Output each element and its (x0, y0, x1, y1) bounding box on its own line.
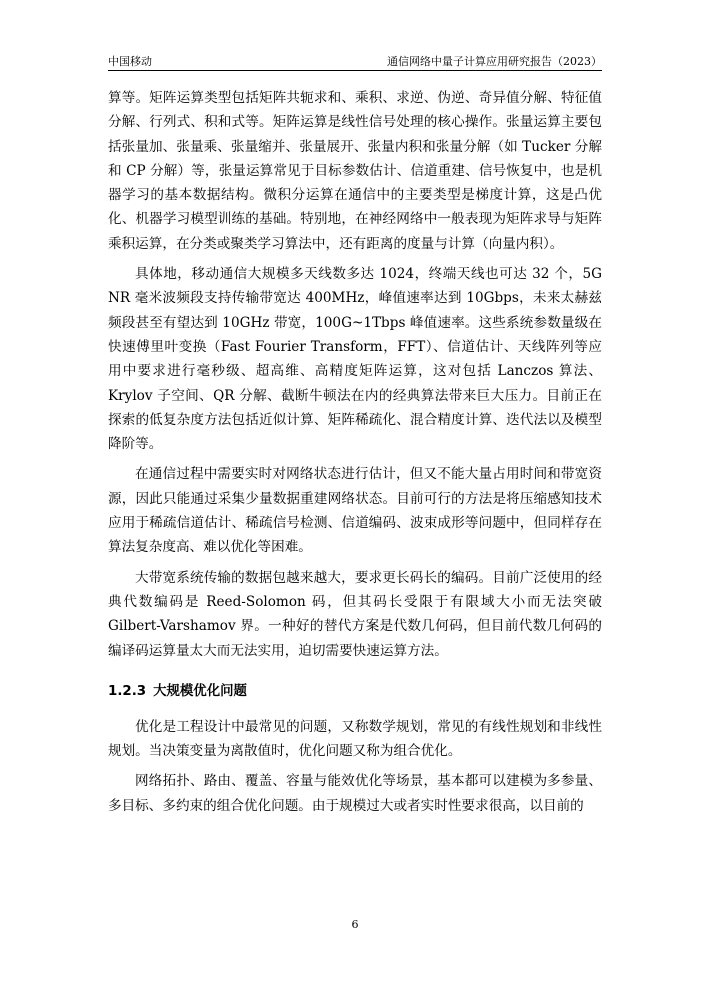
paragraph-operations: 算等。矩阵运算类型包括矩阵共轭求和、乘积、求逆、伪逆、奇异值分解、特征值分解、行列式、积和式等。矩阵运算是线性信号处理的核心操作。张量运算主要包括张量加、张量乘、张量缩并、张量展开、张量内积和张量分解（如 Tucker 分解和 CP 分解）等，张量运算常见于目标参数估计、信道重建、信号恢复中，也是机器学习的基本数据结构。微积分运算在通信中的主要类型是梯度计算，这是凸优化、机器学习模型训练的基础。特别地，在神经网络中一般表现为矩阵求导与矩阵乘积运算，在分类或聚类学习算法中，还有距离的度量与计算（向量内积）。 (108, 90, 602, 252)
header-report-title: 通信网络中量子计算应用研究报告（2023） (387, 55, 602, 68)
body-text (108, 86, 602, 818)
paragraph-optimization-definition: 优化是工程设计中最常见的问题，又称数学规划，常见的有线性规划和非线性规划。当决策变量为离散值时，优化问题又称为组合优化。 (108, 718, 602, 760)
paragraph-network-optimization: 网络拓扑、路由、覆盖、容量与能效优化等场景，基本都可以建模为多参量、多目标、多约束的组合优化问题。由于规模过大或者实时性要求很高，以目前的 (108, 773, 602, 814)
paragraph-system-parameters: 具体地，移动通信大规模多天线数多达 1024，终端天线也可达 32 个，5G NR 毫米波频段支持传输带宽达 400MHz，峰值速率达到 10Gbps，未来太赫兹频段甚至有望达到 10GHz 带宽，100G~1Tbps 峰值速率。这些系统参数量级在快速傅里叶变换（Fast Fourier Transform，FFT）、信道估计、天线阵列等应用中要求进行毫秒级、超高维、高精度矩阵运算，这对包括 Lanczos 算法、Krylov 子空间、QR 分解、截断牛顿法在内的经典算法带来巨大压力。目前正在探索的低复杂度方法包括近似计算、矩阵稀疏化、混合精度计算、迭代法以及模型降阶等。 (108, 266, 602, 453)
section-number: 1.2.3 (108, 683, 147, 699)
header-organization: 中国移动 (108, 55, 152, 68)
page-number: 6 (351, 918, 359, 931)
section-heading (108, 682, 602, 702)
paragraph-network-state-estimation: 在通信过程中需要实时对网络状态进行估计，但又不能大量占用时间和带宽资源，因此只能通过采集少量数据重建网络状态。目前可行的方法是将压缩感知技术应用于稀疏信道估计、稀疏信号检测、信道编码、波束成形等问题中，但同样存在算法复杂度高、难以优化等困难。 (108, 466, 602, 556)
section-title: 大规模优化问题 (153, 683, 247, 699)
paragraph-channel-coding: 大带宽系统传输的数据包越来越大，要求更长码长的编码。目前广泛使用的经典代数编码是 Reed-Solomon 码，但其码长受限于有限域大小而无法突破 Gilbert-Varshamov 界。一种好的替代方案是代数几何码，但目前代数几何码的编译码运算量太大而无法实用，迫切需要快速运算方法。 (108, 569, 602, 659)
running-header (108, 50, 602, 71)
